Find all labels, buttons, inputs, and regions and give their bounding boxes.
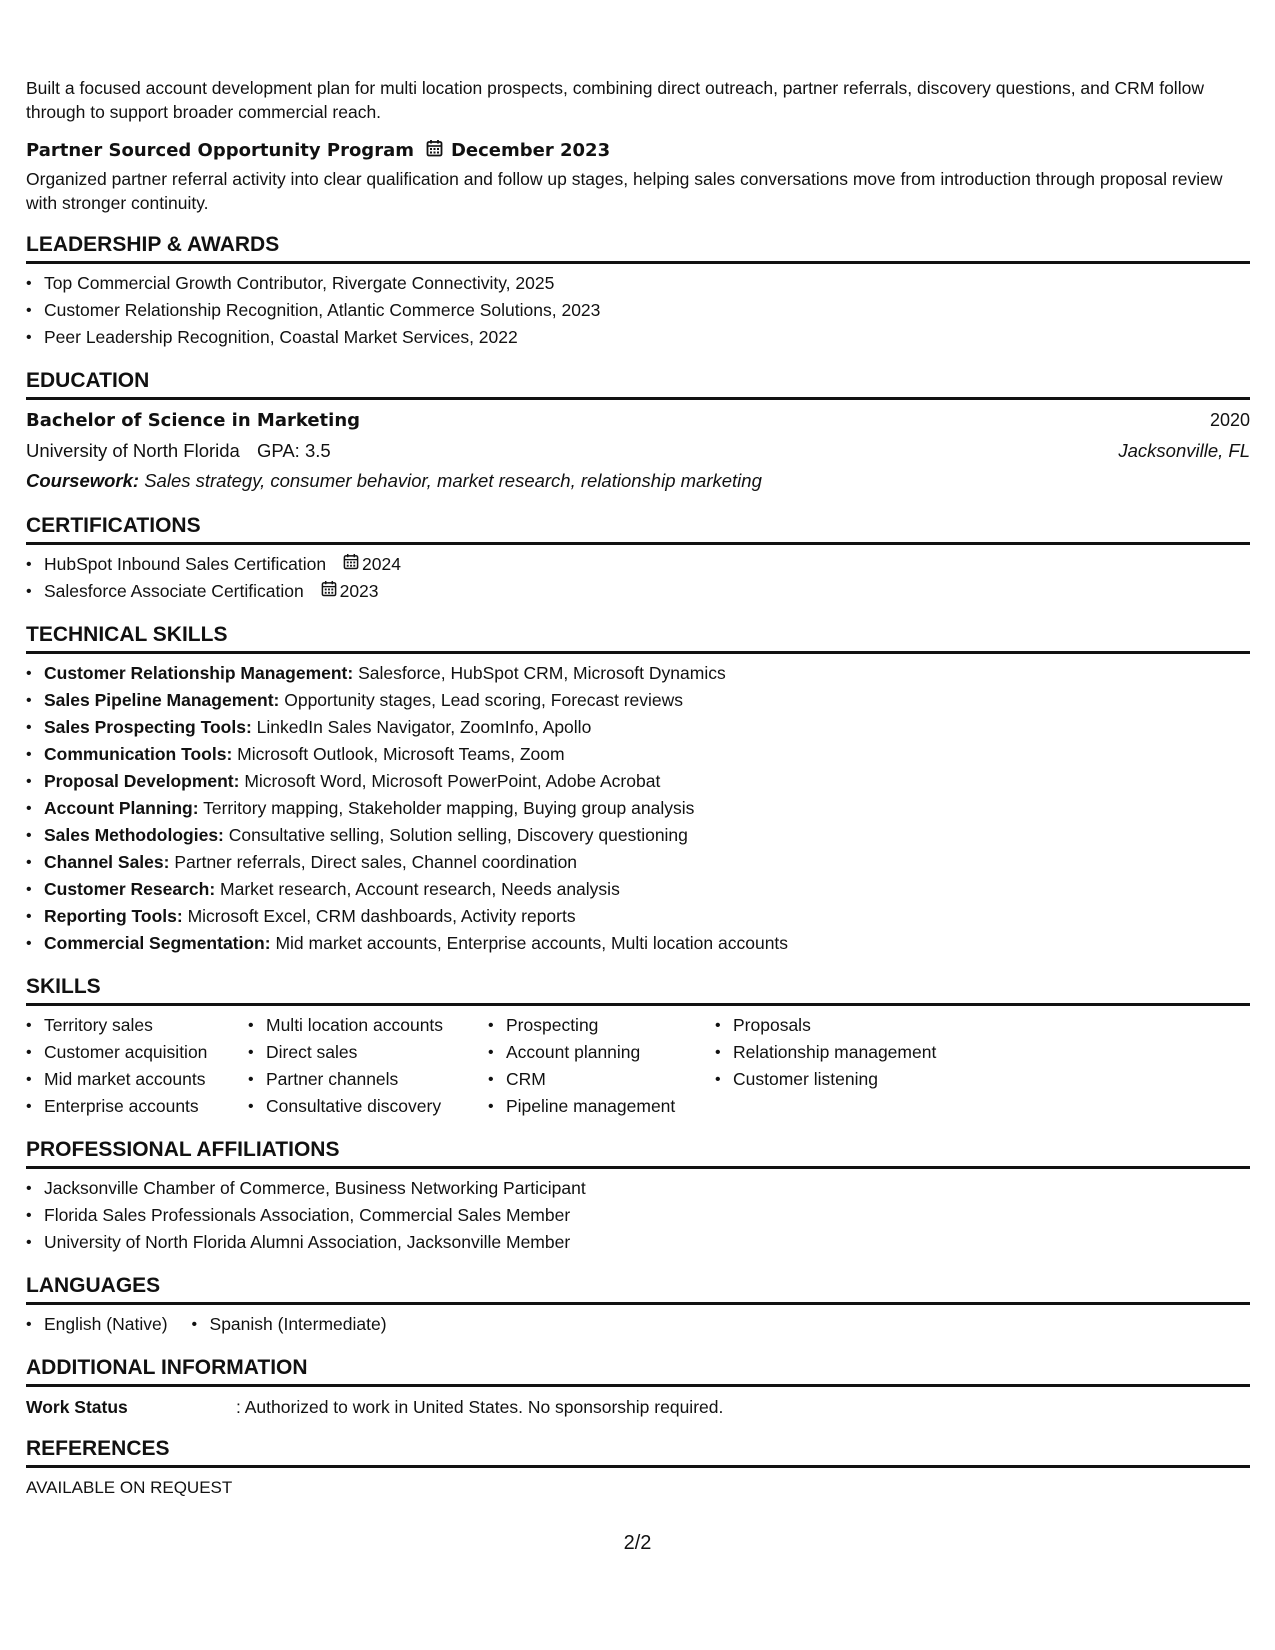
section-title: LANGUAGES [26,1274,161,1297]
list-item: • English (Native) [26,1311,168,1338]
list-item [26,795,1250,822]
skill-category: Communication Tools: [44,744,233,764]
list-item [26,849,1250,876]
skill-category: Channel Sales: [44,852,170,872]
skill-values: Microsoft Outlook, Microsoft Teams, Zoom [237,744,565,764]
university-location: Jacksonville, FL [1118,440,1250,461]
list-item: • Customer listening [715,1066,975,1093]
list-item: • Pipeline management [488,1093,695,1120]
university-name: University of North Florida [26,440,240,461]
list-item: • Jacksonville Chamber of Commerce, Business Networking Participant [26,1175,1250,1202]
certification-name: Salesforce Associate Certification [44,581,304,601]
list-item [26,714,1250,741]
list-item: • Consultative discovery [248,1093,468,1120]
section-divider [26,1384,1250,1387]
page-number: 2/2 [623,1532,652,1554]
skill-values: Microsoft Excel, CRM dashboards, Activity reports [187,906,576,926]
list-item [26,903,1250,930]
section-title: EDUCATION [26,369,150,392]
resume-page [26,76,1250,1498]
list-item: • Mid market accounts [26,1066,228,1093]
skill-values: Territory mapping, Stakeholder mapping, Buying group analysis [203,798,695,818]
list-item: • Enterprise accounts [26,1093,228,1120]
list-item [26,741,1250,768]
calendar-icon [426,139,443,162]
list-item: • Spanish (Intermediate) [192,1311,387,1338]
additional-info-section [26,1354,1250,1419]
list-item: • Prospecting [488,1012,695,1039]
skill-values: Market research, Account research, Needs analysis [220,879,620,899]
affiliations-section [26,1136,1250,1256]
gpa: GPA: 3.5 [256,440,331,461]
project-description: Organized partner referral activity into clear qualification and follow up stages, helping sales conversations move from introduction through proposal review with stronger continuity. [26,169,1223,213]
skill-category: Customer Relationship Management: [44,663,354,683]
list-item [26,578,1250,605]
list-item [26,551,1250,578]
section-divider [26,397,1250,400]
references-text: AVAILABLE ON REQUEST [26,1478,233,1497]
skill-values: LinkedIn Sales Navigator, ZoomInfo, Apollo [256,717,592,737]
list-item: • Customer acquisition [26,1039,228,1066]
certifications-section [26,512,1250,605]
certifications-list [26,551,1250,605]
section-title: PROFESSIONAL AFFILIATIONS [26,1138,340,1161]
list-item: • Florida Sales Professionals Association, Commercial Sales Member [26,1202,1250,1229]
coursework-text: Sales strategy, consumer behavior, market research, relationship marketing [144,470,762,491]
section-title: LEADERSHIP & AWARDS [26,233,280,256]
list-item [26,822,1250,849]
certification-year: 2024 [362,554,401,574]
section-divider [26,1465,1250,1468]
skill-category: Proposal Development: [44,771,240,791]
list-item [26,687,1250,714]
list-item [26,930,1250,957]
calendar-icon [343,551,359,578]
skills-grid [26,1012,1250,1120]
section-divider [26,1166,1250,1169]
skill-values: Partner referrals, Direct sales, Channel coordination [174,852,578,872]
leadership-list [26,270,1250,351]
section-title: REFERENCES [26,1437,170,1460]
skill-values: Opportunity stages, Lead scoring, Forecast reviews [284,690,684,710]
certification-name: HubSpot Inbound Sales Certification [44,554,327,574]
technical-skills-section [26,621,1250,957]
section-divider [26,542,1250,545]
list-item: • Account planning [488,1039,695,1066]
list-item: • CRM [488,1066,695,1093]
list-item: • Direct sales [248,1039,468,1066]
project-title: Partner Sourced Opportunity Program [26,139,414,161]
work-status-label: Work Status [26,1397,128,1417]
intro-paragraph: Built a focused account development plan for multi location prospects, combining direct outreach, partner referrals, discovery questions, and CRM follow through to support broader commercial reach. [26,78,1204,122]
list-item: • Peer Leadership Recognition, Coastal Market Services, 2022 [26,324,1250,351]
references-section [26,1435,1250,1498]
leadership-section [26,231,1250,351]
technical-skills-list [26,660,1250,957]
skills-column [715,1012,995,1120]
list-item: • Proposals [715,1012,975,1039]
list-item: • Partner channels [248,1066,468,1093]
project-date: December 2023 [450,139,611,161]
section-title: SKILLS [26,975,101,998]
list-item [26,768,1250,795]
languages-list [26,1311,1250,1338]
section-divider [26,1003,1250,1006]
section-title: TECHNICAL SKILLS [26,623,228,646]
list-item: • Relationship management [715,1039,975,1066]
list-item: • Customer Relationship Recognition, Atlantic Commerce Solutions, 2023 [26,297,1250,324]
work-status-value: : Authorized to work in United States. No sponsorship required. [236,1397,724,1417]
skill-category: Commercial Segmentation: [44,933,271,953]
skills-section [26,973,1250,1120]
section-title: ADDITIONAL INFORMATION [26,1356,308,1379]
list-item: • Multi location accounts [248,1012,468,1039]
section-divider [26,1302,1250,1305]
education-section [26,367,1250,496]
list-item [26,660,1250,687]
skill-values: Salesforce, HubSpot CRM, Microsoft Dynamics [358,663,726,683]
work-status-row [26,1395,1250,1419]
list-item: • Top Commercial Growth Contributor, Rivergate Connectivity, 2025 [26,270,1250,297]
degree-title: Bachelor of Science in Marketing [26,410,361,431]
skill-category: Sales Prospecting Tools: [44,717,252,737]
list-item [26,876,1250,903]
affiliations-list [26,1175,1250,1256]
section-title: CERTIFICATIONS [26,514,201,537]
coursework [26,470,1250,496]
certification-year: 2023 [339,581,379,601]
calendar-icon [321,578,337,605]
coursework-label: Coursework: [26,470,140,491]
section-divider [26,651,1250,654]
skill-category: Sales Methodologies: [44,825,224,845]
skill-values: Microsoft Word, Microsoft PowerPoint, Adobe Acrobat [244,771,661,791]
graduation-year: 2020 [1209,410,1250,430]
skills-column [26,1012,248,1120]
skill-category: Account Planning: [44,798,199,818]
skill-values: Consultative selling, Solution selling, Discovery questioning [228,825,688,845]
list-item: • University of North Florida Alumni Association, Jacksonville Member [26,1229,1250,1256]
skill-category: Reporting Tools: [44,906,183,926]
skill-values: Mid market accounts, Enterprise accounts, Multi location accounts [275,933,789,953]
skills-column [248,1012,488,1120]
project-heading [26,137,1250,163]
skill-category: Sales Pipeline Management: [44,690,280,710]
skills-column [488,1012,715,1120]
list-item: • Territory sales [26,1012,228,1039]
section-divider [26,261,1250,264]
skill-category: Customer Research: [44,879,216,899]
languages-section [26,1272,1250,1338]
